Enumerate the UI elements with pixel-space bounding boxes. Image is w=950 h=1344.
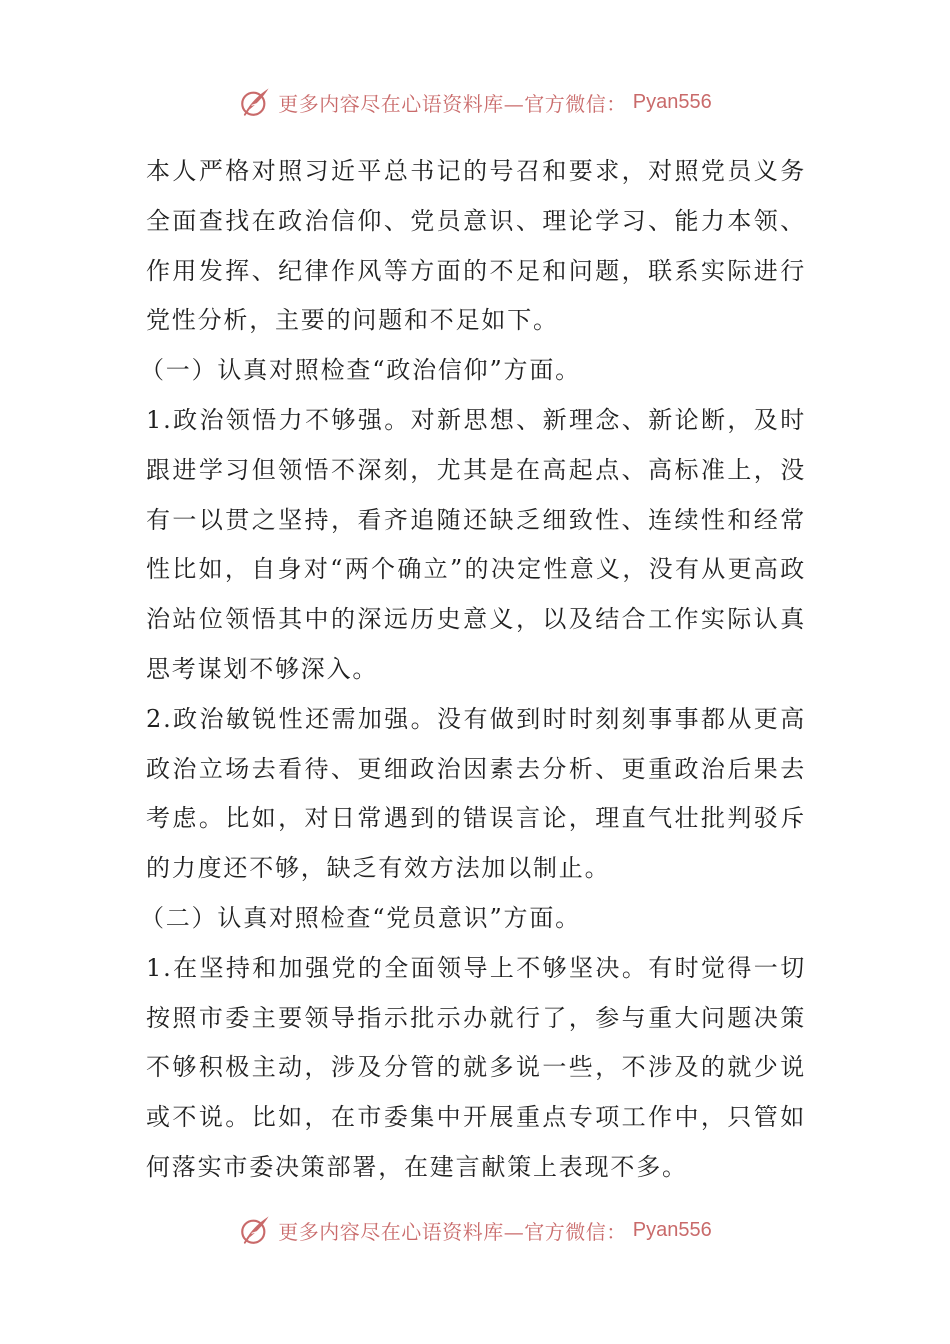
footer-wechat-id: Pyan556 — [632, 1218, 712, 1241]
section2-item1-paragraph: 1.在坚持和加强党的全面领导上不够坚决。有时觉得一切按照市委主要领导指示批示办就行了，参与重大问题决策不够积极主动，涉及分管的就多说一些，不涉及的就少说或不说。比如，在市委集中开展重点专项工作中，只管如何落实市委决策部署，在建言献策上表现不多。 — [146, 953, 806, 1181]
quill-pen-logo-icon — [238, 1213, 272, 1247]
section1-item1-paragraph: 1.政治领悟力不够强。对新思想、新理念、新论断，及时跟进学习但领悟不深刻，尤其是在高起点、高标准上，没有一以贯之坚持，看齐追随还缺乏细致性、连续性和经常性比如，自身对“两个确立”的决定性意义，没有从更高政治站位领悟其中的深远历史意义，以及结合工作实际认真思考谋划不够深入。 — [146, 405, 806, 683]
section-heading-party-awareness: （二）认真对照检查“党员意识”方面。 — [140, 903, 581, 932]
header-watermark-banner — [0, 82, 950, 122]
header-banner-text: 更多内容尽在心语资料库—官方微信： — [278, 91, 627, 116]
section1-item2-paragraph: 2.政治敏锐性还需加强。没有做到时时刻刻事事都从更高政治立场去看待、更细政治因素去分析、更重政治后果去考虑。比如，对日常遇到的错误言论，理直气壮批判驳斥的力度还不够，缺乏有效方法加以制止。 — [146, 704, 806, 883]
intro-paragraph: 本人严格对照习近平总书记的号召和要求，对照党员义务全面查找在政治信仰、党员意识、理论学习、能力本领、作用发挥、纪律作风等方面的不足和问题，联系实际进行党性分析，主要的问题和不足如下。 — [146, 157, 806, 335]
header-wechat-id: Pyan556 — [632, 90, 712, 113]
document-body — [140, 147, 806, 1193]
section-heading-political-belief: （一）认真对照检查“政治信仰”方面。 — [140, 356, 581, 385]
quill-pen-logo-icon — [238, 85, 272, 119]
footer-watermark-banner — [0, 1210, 950, 1250]
footer-banner-text: 更多内容尽在心语资料库—官方微信： — [278, 1219, 627, 1244]
